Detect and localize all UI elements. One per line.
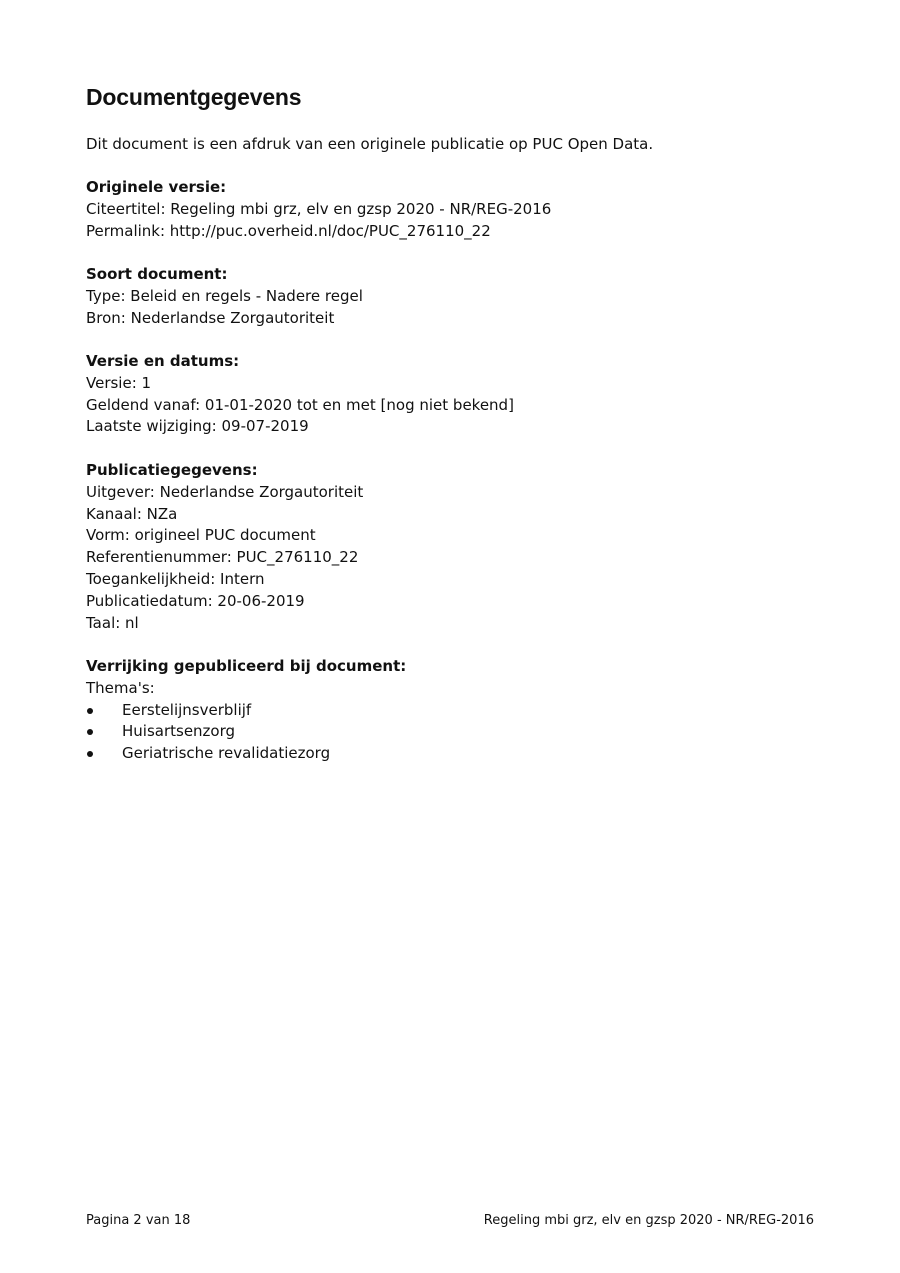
type-line: Type: Beleid en regels - Nadere regel xyxy=(86,286,363,305)
page-title: Documentgegevens xyxy=(86,84,302,110)
taal-line: Taal: nl xyxy=(86,613,139,632)
section-verrijking xyxy=(86,656,406,765)
toegankelijkheid-line: Toegankelijkheid: Intern xyxy=(86,569,265,588)
theme-list xyxy=(86,700,406,765)
themas-label: Thema's: xyxy=(86,678,155,697)
section-heading: Versie en datums: xyxy=(86,352,240,370)
section-heading: Verrijking gepubliceerd bij document: xyxy=(86,657,407,675)
list-item: Eerstelijnsverblijf xyxy=(86,700,406,722)
section-heading: Publicatiegegevens: xyxy=(86,461,258,479)
section-heading: Originele versie: xyxy=(86,178,227,196)
section-soort-document xyxy=(86,264,363,329)
vorm-line: Vorm: origineel PUC document xyxy=(86,526,316,545)
publicatiedatum-line: Publicatiedatum: 20-06-2019 xyxy=(86,591,305,610)
citeertitel-line: Citeertitel: Regeling mbi grz, elv en gzsp 2020 - NR/REG-2016 xyxy=(86,199,552,218)
versie-line: Versie: 1 xyxy=(86,373,152,392)
section-originele-versie xyxy=(86,177,551,242)
footer-page-number: Pagina 2 van 18 xyxy=(86,1213,191,1228)
intro-text: Dit document is een afdruk van een originele publicatie op PUC Open Data. xyxy=(86,135,654,153)
kanaal-line: Kanaal: NZa xyxy=(86,504,178,523)
geldend-line: Geldend vanaf: 01-01-2020 tot en met [nog niet bekend] xyxy=(86,395,514,414)
section-versie-datums xyxy=(86,351,514,438)
referentienummer-line: Referentienummer: PUC_276110_22 xyxy=(86,548,359,567)
section-heading: Soort document: xyxy=(86,265,228,283)
section-publicatiegegevens xyxy=(86,460,363,634)
list-item: Huisartsenzorg xyxy=(86,721,406,743)
footer-document-title: Regeling mbi grz, elv en gzsp 2020 - NR/REG-2016 xyxy=(483,1213,814,1228)
list-item: Geriatrische revalidatiezorg xyxy=(86,743,406,765)
uitgever-line: Uitgever: Nederlandse Zorgautoriteit xyxy=(86,482,364,501)
permalink-line: Permalink: http://puc.overheid.nl/doc/PUC_276110_22 xyxy=(86,221,491,240)
laatste-wijziging-line: Laatste wijziging: 09-07-2019 xyxy=(86,417,309,436)
bron-line: Bron: Nederlandse Zorgautoriteit xyxy=(86,308,335,327)
